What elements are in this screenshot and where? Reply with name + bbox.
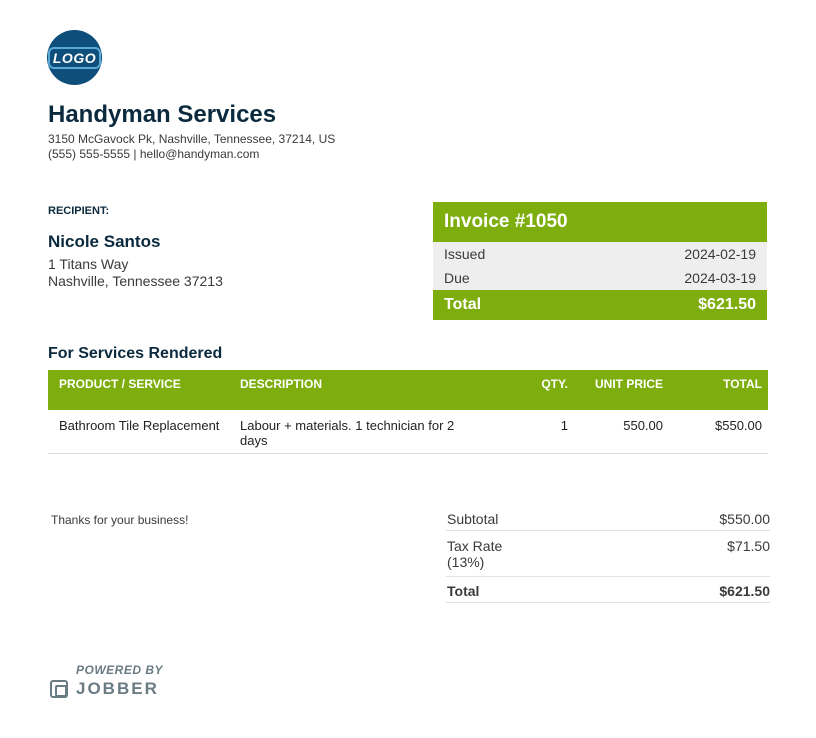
recipient-address-line1: 1 Titans Way — [48, 256, 129, 272]
services-title: For Services Rendered — [48, 345, 223, 362]
invoice-issued-row — [433, 242, 767, 266]
line-items-table — [48, 370, 768, 454]
logo-text: LOGO — [48, 47, 101, 69]
header-unit-price: UNIT PRICE — [574, 370, 669, 410]
header-total: TOTAL — [669, 370, 768, 410]
invoice-total-row — [433, 290, 767, 320]
invoice-title: Invoice #1050 — [433, 202, 767, 242]
header-qty: QTY. — [479, 370, 574, 410]
invoice-summary-box — [433, 202, 767, 320]
item-description: Labour + materials. 1 technician for 2 days — [229, 410, 479, 454]
totals-summary — [446, 505, 770, 603]
summary-total-row — [446, 577, 770, 603]
subtotal-row — [446, 505, 770, 531]
recipient-name: Nicole Santos — [48, 232, 161, 251]
subtotal-label: Subtotal — [447, 511, 499, 527]
tax-label: Tax Rate (13%) — [447, 538, 503, 570]
due-date: 2024-03-19 — [684, 270, 756, 286]
tax-row — [446, 531, 770, 577]
header-description: DESCRIPTION — [229, 370, 479, 410]
jobber-logo-icon — [50, 680, 68, 698]
item-product: Bathroom Tile Replacement — [48, 410, 229, 454]
recipient-label: RECIPIENT: — [48, 205, 110, 217]
company-logo — [47, 30, 102, 85]
jobber-wordmark: JOBBER — [76, 679, 159, 698]
powered-by-jobber — [50, 663, 163, 699]
company-name: Handyman Services — [48, 101, 277, 128]
table-row — [48, 410, 768, 454]
issued-date: 2024-02-19 — [684, 246, 756, 262]
summary-total-value: $621.50 — [719, 583, 770, 599]
invoice-due-row — [433, 266, 767, 290]
table-header-row — [48, 370, 768, 410]
recipient-address-line2: Nashville, Tennessee 37213 — [48, 273, 223, 289]
powered-by-label: POWERED BY — [76, 663, 164, 677]
due-label: Due — [444, 270, 470, 286]
company-contact: (555) 555-5555 | hello@handyman.com — [48, 147, 260, 161]
issued-label: Issued — [444, 246, 486, 262]
item-qty: 1 — [479, 410, 574, 454]
jobber-brand — [50, 679, 163, 699]
summary-total-label: Total — [447, 583, 480, 599]
header-product: PRODUCT / SERVICE — [48, 370, 229, 410]
thanks-message: Thanks for your business! — [51, 513, 189, 527]
invoice-total-label: Total — [444, 296, 482, 313]
item-total: $550.00 — [669, 410, 768, 454]
invoice-total-value: $621.50 — [698, 296, 756, 313]
subtotal-value: $550.00 — [719, 511, 770, 527]
company-address: 3150 McGavock Pk, Nashville, Tennessee, 37214, US — [48, 132, 336, 146]
item-unit-price: 550.00 — [574, 410, 669, 454]
tax-value: $71.50 — [727, 538, 770, 554]
